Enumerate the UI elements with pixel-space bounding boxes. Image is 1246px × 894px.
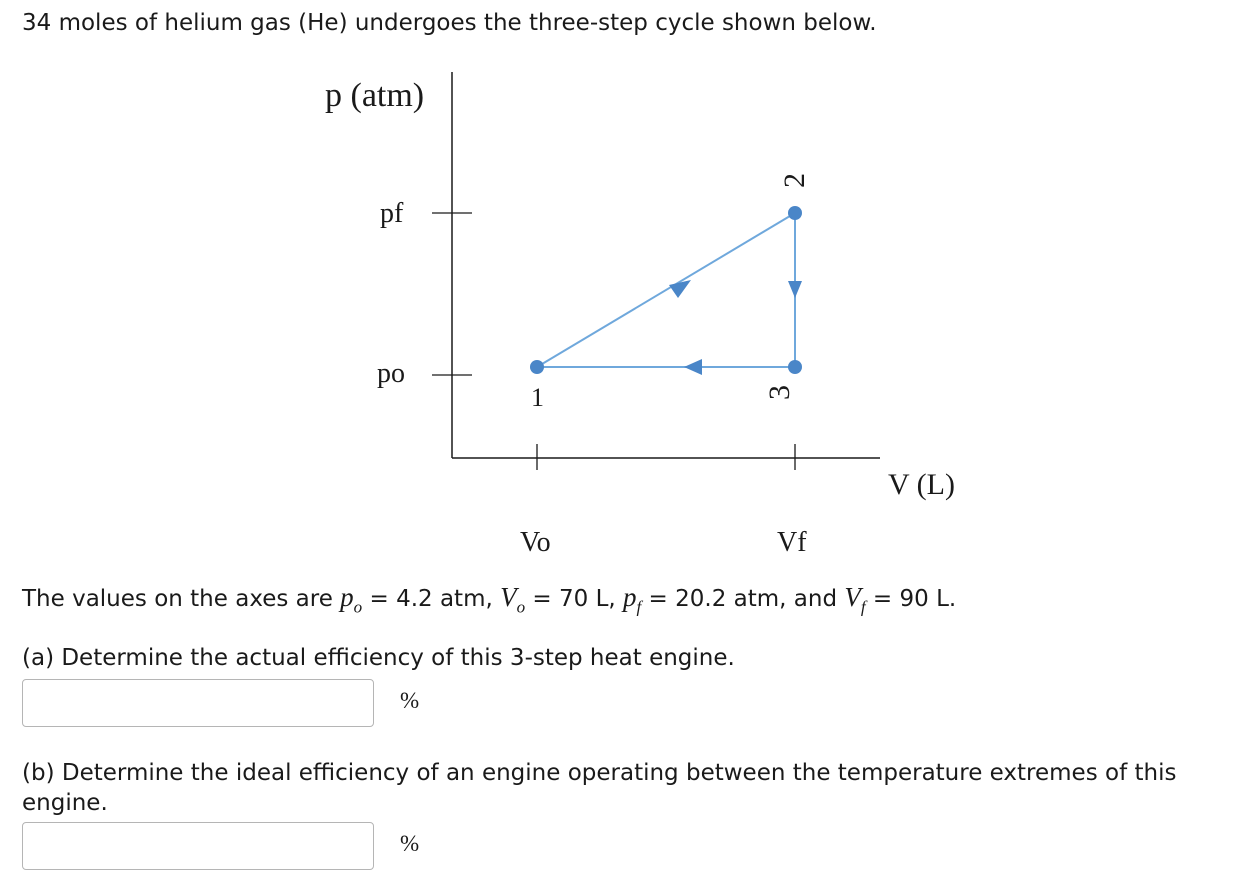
axis-values-statement (22, 582, 956, 617)
arrow-3-1 (684, 359, 702, 375)
po-symbol: $p_o$ (340, 582, 363, 617)
point-1 (530, 360, 544, 374)
problem-intro: 34 moles of helium gas (He) undergoes the three-step cycle shown below. (22, 10, 877, 36)
point-2-label: 2 (778, 173, 811, 188)
question-a-text: (a) Determine the actual efficiency of this 3-step heat engine. (22, 645, 735, 671)
vo-value: = 70 L, (525, 586, 624, 612)
arrow-2-3 (788, 281, 802, 298)
unit-percent-a: % (400, 688, 420, 713)
point-3 (788, 360, 802, 374)
unit-percent-b: % (400, 831, 420, 856)
vf-value: = 90 L. (865, 586, 957, 612)
vo-label: Vo (520, 527, 551, 558)
vo-symbol: $V_o$ (500, 582, 526, 617)
arrow-1-2 (669, 280, 691, 298)
pf-label: pf (380, 198, 404, 229)
pf-value: = 20.2 atm, and (641, 586, 845, 612)
point-2 (788, 206, 802, 220)
point-1-label: 1 (531, 383, 544, 412)
y-axis-label: p (atm) (325, 77, 425, 114)
path-1-2 (537, 213, 795, 367)
point-3-label: 3 (763, 385, 796, 400)
po-label: po (377, 358, 405, 389)
values-prefix: The values on the axes are (22, 586, 341, 612)
efficiency-actual-input[interactable] (22, 679, 374, 727)
po-value: = 4.2 atm, (362, 586, 501, 612)
vf-symbol: $V_f$ (844, 582, 866, 617)
pf-symbol: $p_f$ (623, 582, 642, 617)
vf-label: Vf (777, 527, 807, 558)
x-axis-label: V (L) (888, 468, 955, 501)
efficiency-ideal-input[interactable] (22, 822, 374, 870)
question-b-text: (b) Determine the ideal efficiency of an engine operating between the temperature extremes of this engine. (22, 760, 1177, 816)
